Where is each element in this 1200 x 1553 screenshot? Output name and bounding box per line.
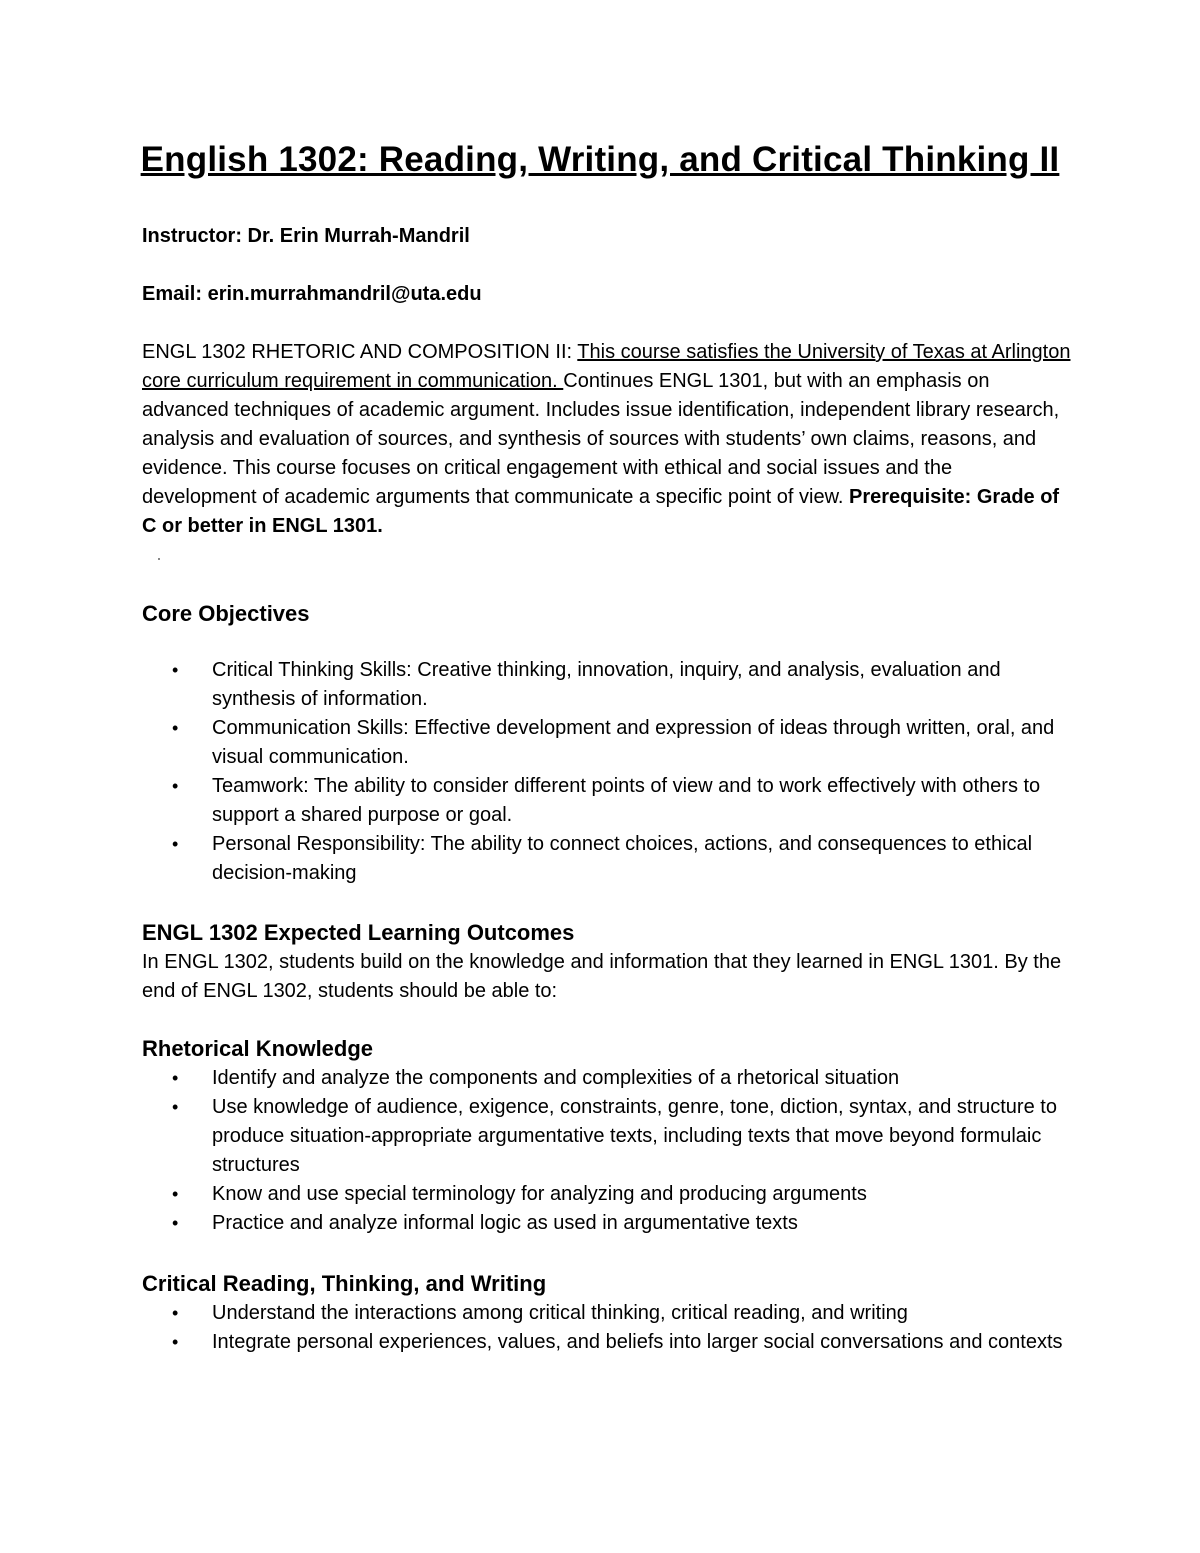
spacer	[142, 629, 1072, 656]
list-item-text: Know and use special terminology for analyzing and producing arguments	[212, 1183, 867, 1205]
description-lead: ENGL 1302 RHETORIC AND COMPOSITION II:	[142, 341, 578, 363]
rhetorical-knowledge-list	[142, 1064, 1072, 1238]
list-item	[142, 1180, 1072, 1209]
outcomes-intro: In ENGL 1302, students build on the knowledge and information that they learned in ENGL 1301. By the end of ENGL 1302, students should be able to:	[142, 951, 1062, 1002]
list-item-text: Communication Skills: Effective development and expression of ideas through written, oral, and visual communication.	[212, 717, 1055, 768]
outcomes-heading: ENGL 1302 Expected Learning Outcomes	[142, 920, 575, 945]
course-description	[142, 338, 1072, 541]
spacer	[142, 888, 1072, 918]
description-prerequisite: Prerequisite: Grade of C or better in ENGL 1301.	[142, 486, 1060, 537]
stray-dot-mark	[158, 558, 160, 560]
list-item	[142, 830, 1072, 888]
critical-reading-heading: Critical Reading, Thinking, and Writing	[142, 1271, 547, 1296]
rhetorical-knowledge-heading: Rhetorical Knowledge	[142, 1036, 374, 1061]
list-item-text: Identify and analyze the components and complexities of a rhetorical situation	[212, 1067, 900, 1089]
list-item	[142, 1209, 1072, 1238]
bullet-icon: •	[172, 718, 179, 738]
bullet-icon: •	[172, 1213, 179, 1233]
list-item-text: Personal Responsibility: The ability to connect choices, actions, and consequences to ethical decision-making	[212, 833, 1033, 884]
document-content	[142, 222, 1072, 1357]
email-line: Email: erin.murrahmandril@uta.edu	[142, 283, 482, 305]
bullet-icon: •	[172, 1332, 179, 1352]
bullet-icon: •	[172, 1184, 179, 1204]
bullet-icon: •	[172, 1303, 179, 1323]
list-item-text: Teamwork: The ability to consider different points of view and to work effectively with others to support a shared purpose or goal.	[212, 775, 1041, 826]
list-item-text: Understand the interactions among critical thinking, critical reading, and writing	[212, 1302, 908, 1324]
description-body: Continues ENGL 1301, but with an emphasis on advanced techniques of academic argument. Includes issue identification, independent library research, analysis and evaluation of sources, and synthesis of sources with students’ own claims, reasons, and evidence. This course focuses on critical engagement with ethical and social issues and the development of academic arguments that communicate a specific point of view.	[142, 370, 1060, 508]
spacer	[142, 1006, 1072, 1034]
bullet-icon: •	[172, 776, 179, 796]
core-objectives-list	[142, 656, 1072, 888]
list-item	[142, 772, 1072, 830]
list-item	[142, 1299, 1072, 1328]
list-item	[142, 1064, 1072, 1093]
bullet-icon: •	[172, 660, 179, 680]
list-item-text: Use knowledge of audience, exigence, constraints, genre, tone, diction, syntax, and structure to produce situation-appropriate argumentative texts, including texts that move beyond formulaic structures	[212, 1096, 1057, 1176]
bullet-icon: •	[172, 1097, 179, 1117]
bullet-icon: •	[172, 834, 179, 854]
spacer	[142, 541, 1072, 599]
description-core-requirement: This course satisfies the University of Texas at Arlington core curriculum requirement in communication.	[142, 341, 1071, 392]
list-item	[142, 1093, 1072, 1180]
list-item	[142, 714, 1072, 772]
core-objectives-heading: Core Objectives	[142, 601, 310, 626]
list-item-text: Critical Thinking Skills: Creative thinking, innovation, inquiry, and analysis, evaluation and synthesis of information.	[212, 659, 1001, 710]
instructor-line: Instructor: Dr. Erin Murrah-Mandril	[142, 225, 470, 247]
list-item	[142, 656, 1072, 714]
document-title: English 1302: Reading, Writing, and Critical Thinking II	[140, 140, 1060, 179]
list-item-text: Practice and analyze informal logic as used in argumentative texts	[212, 1212, 798, 1234]
critical-reading-list	[142, 1299, 1072, 1357]
bullet-icon: •	[172, 1068, 179, 1088]
spacer	[142, 1238, 1072, 1269]
list-item-text: Integrate personal experiences, values, and beliefs into larger social conversations and contexts	[212, 1331, 1063, 1353]
list-item	[142, 1328, 1072, 1357]
